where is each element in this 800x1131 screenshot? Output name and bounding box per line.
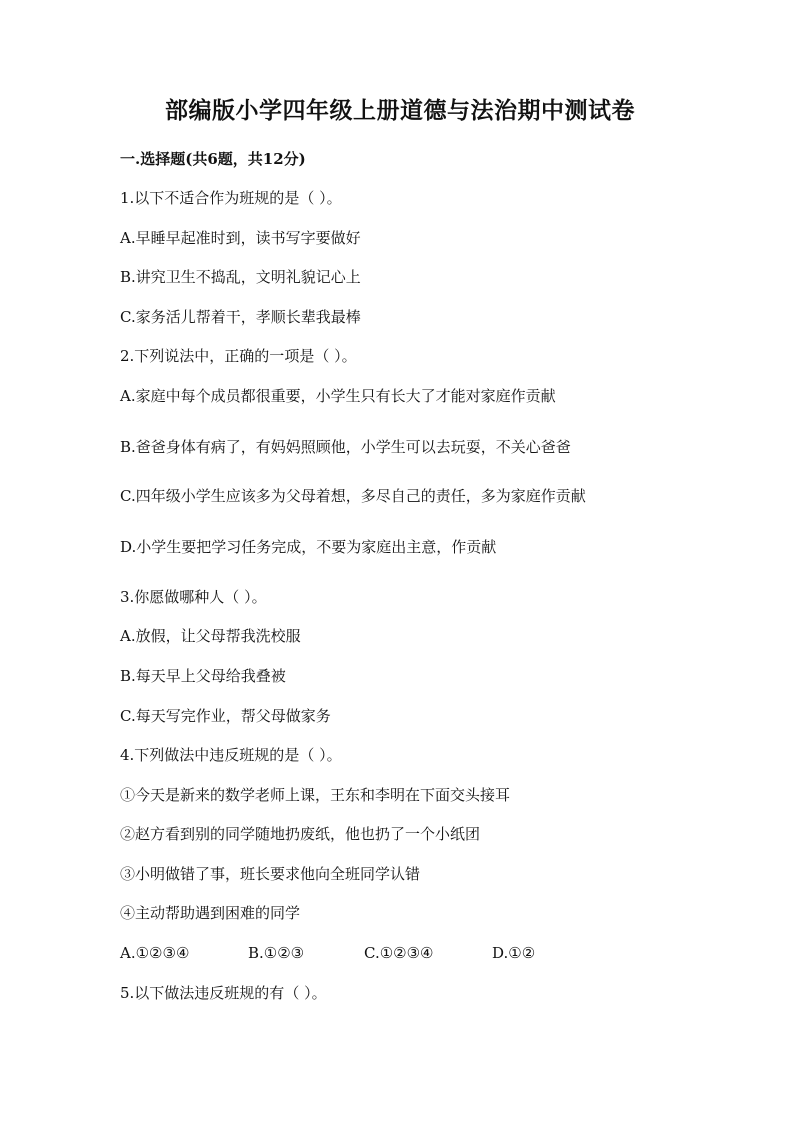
question-4-option-a: A.①②③④: [120, 944, 190, 962]
question-3-option-a: A.放假，让父母帮我洗校服: [120, 627, 301, 645]
question-3-option-c: C.每天写完作业，帮父母做家务: [120, 707, 331, 725]
question-4-option-d: D.①②: [492, 944, 536, 962]
question-2-option-a: A.家庭中每个成员都很重要，小学生只有长大了才能对家庭作贡献: [120, 387, 556, 405]
question-1-stem: 1.以下不适合作为班规的是（ ）。: [120, 189, 342, 207]
question-4-option-b: B.①②③: [248, 944, 305, 962]
question-3-stem: 3.你愿做哪种人（ ）。: [120, 588, 267, 606]
question-4-stem: 4.下列做法中违反班规的是（ ）。: [120, 746, 342, 764]
question-4-options: [120, 943, 680, 963]
question-4-statement-1: ①今天是新来的数学老师上课，王东和李明在下面交头接耳: [120, 786, 511, 804]
question-1-option-b: B.讲究卫生不捣乱，文明礼貌记心上: [120, 268, 361, 286]
question-5-stem: 5.以下做法违反班规的有（ ）。: [120, 984, 327, 1002]
question-4-statement-4: ④主动帮助遇到困难的同学: [120, 904, 301, 922]
question-2-stem: 2.下列说法中，正确的一项是（ ）。: [120, 347, 357, 365]
question-2-option-b: B.爸爸身体有病了，有妈妈照顾他，小学生可以去玩耍，不关心爸爸: [120, 438, 571, 456]
section-heading: 一.选择题(共6题，共12分): [120, 150, 306, 168]
question-1-option-c: C.家务活儿帮着干，孝顺长辈我最棒: [120, 308, 361, 326]
question-4-statement-2: ②赵方看到别的同学随地扔废纸，他也扔了一个小纸团: [120, 825, 481, 843]
question-2-option-c: C.四年级小学生应该多为父母着想，多尽自己的责任，多为家庭作贡献: [120, 487, 586, 505]
question-4-option-c: C.①②③④: [364, 944, 434, 962]
question-4-statement-3: ③小明做错了事，班长要求他向全班同学认错: [120, 865, 421, 883]
question-3-option-b: B.每天早上父母给我叠被: [120, 667, 286, 685]
question-2-option-d: D.小学生要把学习任务完成，不要为家庭出主意，作贡献: [120, 538, 497, 556]
page-title: 部编版小学四年级上册道德与法治期中测试卷: [165, 97, 635, 124]
question-1-option-a: A.早睡早起准时到，读书写字要做好: [120, 229, 361, 247]
